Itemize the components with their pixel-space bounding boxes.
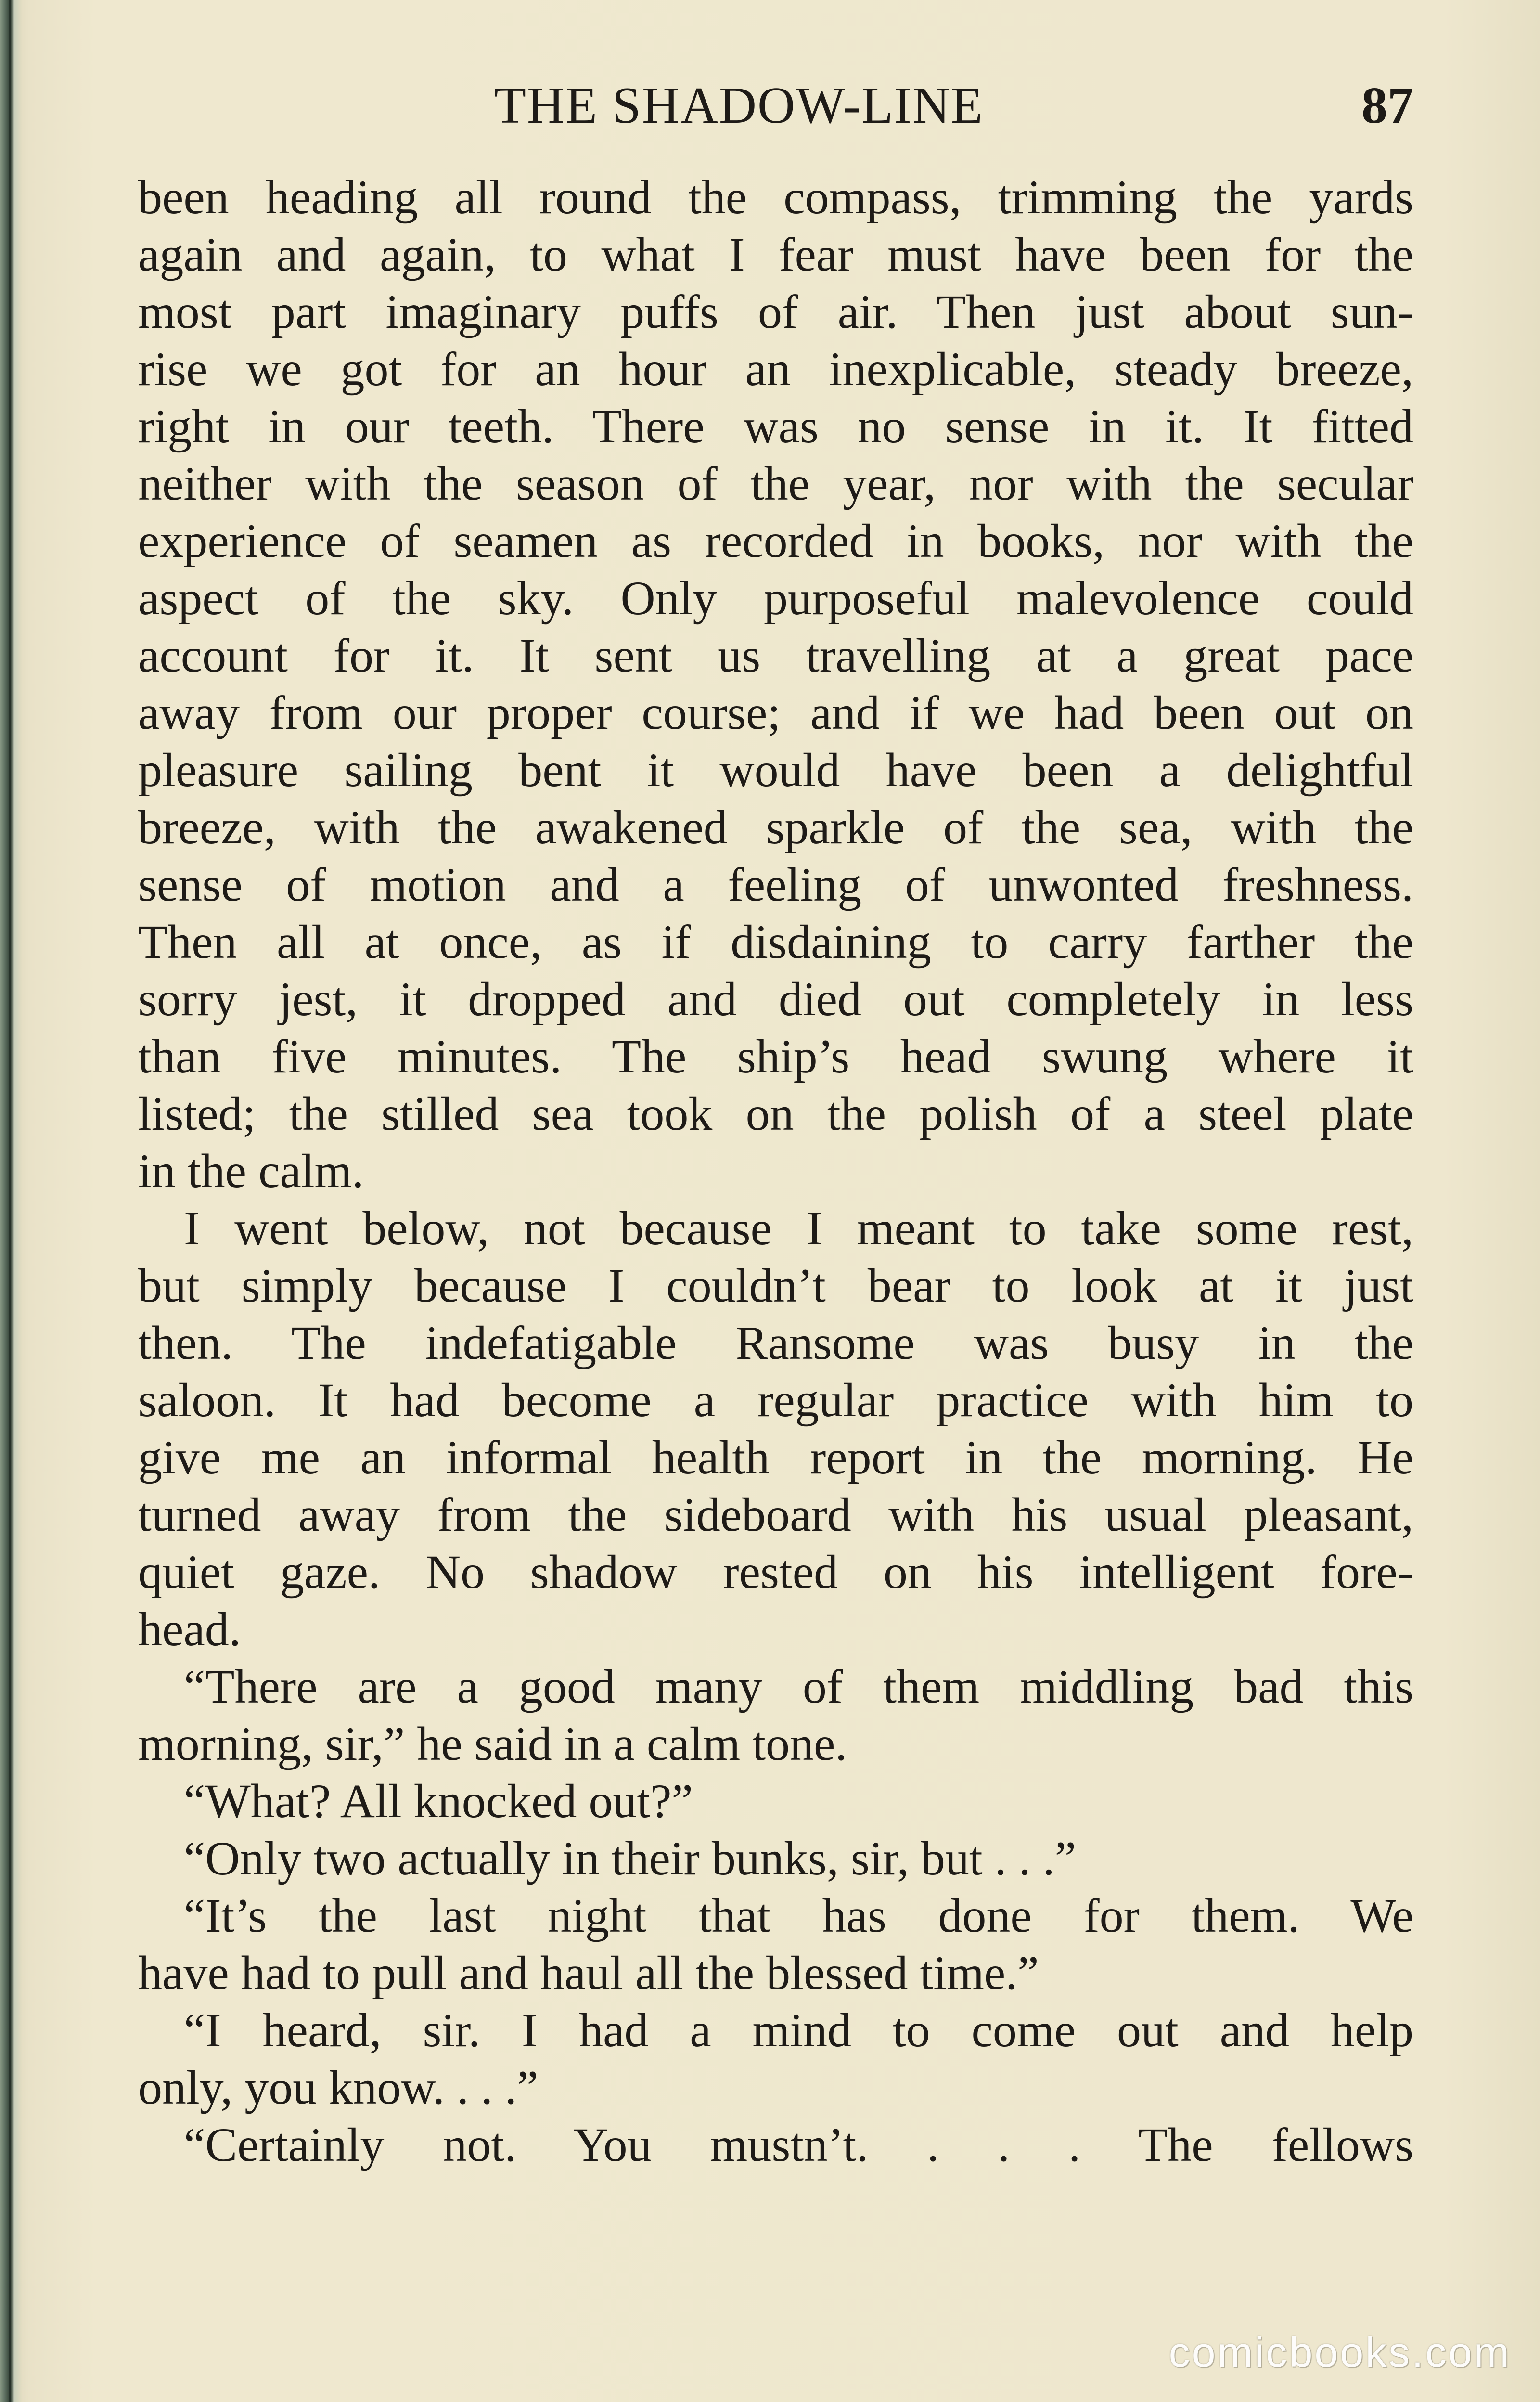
body-text: [138, 168, 1413, 2173]
text-line: morning, sir,” he said in a calm tone.: [138, 1717, 847, 1770]
text-line: aspect of the sky. Only purposeful malevolence could: [138, 571, 1413, 625]
text-line: give me an informal health report in the morning. He: [138, 1431, 1413, 1484]
text-line: head.: [138, 1602, 241, 1656]
text-line: in the calm.: [138, 1144, 364, 1198]
text-line: than five minutes. The ship’s head swung where it: [138, 1030, 1413, 1083]
text-line: “Only two actually in their bunks, sir, but . . .”: [184, 1832, 1077, 1885]
text-line: sorry jest, it dropped and died out completely in less: [138, 972, 1413, 1026]
text-line: have had to pull and haul all the blessed time.”: [138, 1946, 1039, 2000]
book-spine-edge: [0, 0, 22, 2402]
text-line: saloon. It had become a regular practice with him to: [138, 1373, 1413, 1427]
text-line: turned away from the sideboard with his usual pleasant,: [138, 1488, 1413, 1541]
text-line: away from our proper course; and if we had been out on: [138, 686, 1413, 739]
text-line: account for it. It sent us travelling at a great pace: [138, 629, 1413, 682]
text-line: “I heard, sir. I had a mind to come out and help: [184, 2003, 1413, 2057]
text-line: Then all at once, as if disdaining to carry farther the: [138, 915, 1413, 969]
text-line: been heading all round the compass, trimming the yards: [138, 170, 1413, 224]
page-number: 87: [1361, 77, 1413, 134]
text-line: neither with the season of the year, nor with the secular: [138, 457, 1413, 510]
text-line: breeze, with the awakened sparkle of the sea, with the: [138, 801, 1413, 854]
running-head: THE SHADOW-LINE: [494, 77, 984, 134]
text-line: most part imaginary puffs of air. Then just about sun-: [138, 285, 1413, 338]
text-line: right in our teeth. There was no sense in it. It fitted: [138, 400, 1413, 453]
text-line: “What? All knocked out?”: [184, 1774, 693, 1828]
text-line: only, you know. . . .”: [138, 2061, 539, 2114]
text-line: pleasure sailing bent it would have been a delightful: [138, 743, 1413, 797]
text-line: “There are a good many of them middling bad this: [184, 1660, 1413, 1713]
text-line: experience of seamen as recorded in books, nor with the: [138, 514, 1413, 568]
text-line: again and again, to what I fear must have been for the: [138, 228, 1413, 281]
text-line: listed; the stilled sea took on the polish of a steel plate: [138, 1087, 1413, 1140]
text-line: quiet gaze. No shadow rested on his intelligent fore-: [138, 1545, 1413, 1599]
text-line: sense of motion and a feeling of unwonted freshness.: [138, 858, 1413, 911]
spine-rule: [9, 0, 11, 2402]
text-line: but simply because I couldn’t bear to look at it just: [138, 1259, 1413, 1312]
text-line: “It’s the last night that has done for them. We: [184, 1889, 1413, 1942]
text-line: rise we got for an hour an inexplicable, steady breeze,: [138, 342, 1413, 396]
text-line: I went below, not because I meant to take some rest,: [184, 1201, 1413, 1255]
text-line: “Certainly not. You mustn’t. . . . The fellows: [184, 2118, 1413, 2171]
page-header: [138, 72, 1413, 140]
watermark: comicbooks.com: [1168, 2328, 1511, 2376]
text-line: then. The indefatigable Ransome was busy in the: [138, 1316, 1413, 1369]
